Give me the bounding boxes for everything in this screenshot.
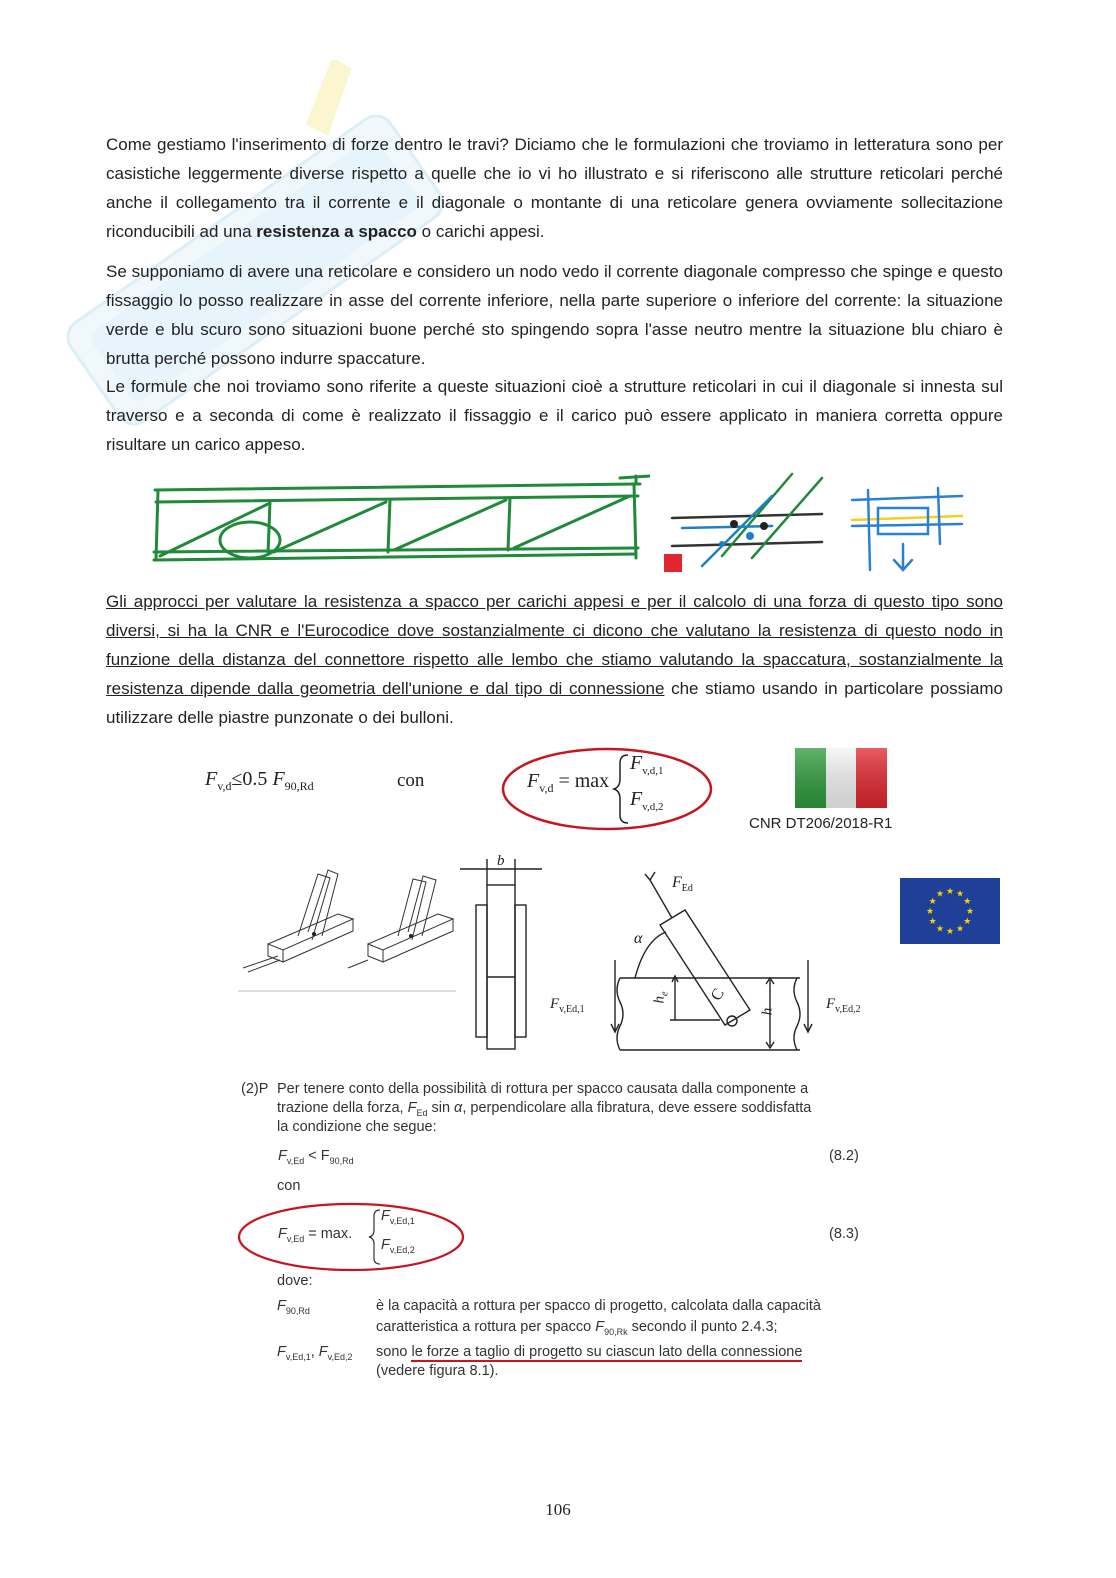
formula-context-paragraph: Le formule che noi troviamo sono riferite a queste situazioni cioè a strutture reticolari in cui il diagonale si innesta sul traverso e a seconda di come è realizzato il fissaggio e il carico può essere applicato in maniera corretta oppure risultare un carico appeso. xyxy=(106,377,1003,454)
eu-star-icon: ★ xyxy=(965,906,975,916)
shear-force-1-label: $F_{v,Ed,1}$ xyxy=(550,996,585,1015)
shear-force-2-label: $F_{v,Ed,2}$ xyxy=(826,996,861,1015)
ec5-clause-number: (2)P xyxy=(241,1081,269,1097)
eu-star-icon: ★ xyxy=(963,896,972,906)
intro-bold-text: resistenza a spacco xyxy=(256,222,417,241)
alpha-angle-label: α xyxy=(634,930,643,947)
eu-star-icon: ★ xyxy=(945,886,955,896)
page-number: 106 xyxy=(545,1500,571,1519)
ec5-def-2-line-1: sono le forze a taglio di progetto su ciascun lato della connessione xyxy=(376,1344,803,1360)
ec5-condition-formula: $F_{v,Ed} < F_{90,Rd}$ xyxy=(278,1148,354,1166)
eu-star-icon: ★ xyxy=(955,888,965,899)
ec5-def-1-line-1: è la capacità a rottura per spacco di progetto, calcolata dalla capacità xyxy=(376,1298,821,1314)
truss-sketch xyxy=(150,472,650,577)
intro-text: Come gestiamo l'inserimento di forze dentro le travi? Diciamo che le formulazioni che troviamo in letteratura sono per casistiche leggermente diverse rispetto a quelle che io vi ho illustrato e si riferiscono alle strutture reticolari perché anche il collegamento tra il corrente e il diagonale o montante di una reticolare genera ovviamente sollecitazione riconducibili ad una xyxy=(106,135,1003,241)
ec5-dove-label: dove: xyxy=(277,1273,313,1289)
cnr-condition-formula: $F_{v,d}\le 0.5$ $F_{90,Rd}$ xyxy=(205,768,314,793)
edge-distance-label: $h_e$ xyxy=(651,991,671,1004)
eu-star-icon: ★ xyxy=(963,916,972,926)
eu-star-icon: ★ xyxy=(925,906,935,916)
ec5-con-label: con xyxy=(277,1178,301,1194)
cnr-case-1: $F_{v,d,1}$ xyxy=(630,752,664,777)
splitting-force-diagram xyxy=(590,870,820,1055)
eu-flag-icon xyxy=(900,878,1000,944)
ec5-text-line-1: Per tenere conto della possibilità di rottura per spacco causata dalla componente a xyxy=(277,1081,809,1097)
ec5-def-1-line-2: caratteristica a rottura per spacco $F_{90,Rk}$ secondo il punto 2.4.3; xyxy=(376,1319,778,1337)
cnr-max-formula: $F_{v,d} = \max$ xyxy=(527,770,610,795)
force-ed-label: $F_{Ed}$ xyxy=(672,874,693,895)
cnr-reference-label: CNR DT206/2018-R1 xyxy=(749,815,893,832)
vertical-node-sketch xyxy=(848,484,966,574)
ec5-text-line-3: la condizione che segue: xyxy=(277,1119,437,1135)
ec5-def-symbol-2: $F_{v,Ed,1}$, $F_{v,Ed,2}$ xyxy=(277,1344,353,1362)
eu-star-icon: ★ xyxy=(955,923,965,934)
width-label-b: b xyxy=(497,853,505,869)
truss-paragraph: Se supponiamo di avere una reticolare e considero un nodo vedo il corrente diagonale compresso che spinge e questo fissaggio lo posso realizzare in asse del corrente inferiore, nella parte superiore o inferiore del corrente: la situazione verde e blu scuro sono situazioni buone perché sto spingendo sopra l'asse neutro mentre la situazione blu chiaro è brutta perché possono indurre spaccature. xyxy=(106,262,1003,368)
ec5-max-case-1: $F_{v,Ed,1}$ xyxy=(381,1208,415,1226)
approaches-paragraph xyxy=(106,587,1003,732)
ec5-def-symbol-1: $F_{90,Rd}$ xyxy=(277,1298,310,1316)
ec5-def-2-line-2: (vedere figura 8.1). xyxy=(376,1363,499,1379)
approaches-underlined-text: Gli approcci per valutare la resistenza a spacco per carichi appesi e per il calcolo di una forza di questo tipo sono diversi, si ha la CNR e l'Eurocodice dove sostanzialmente ci dicono che valutano la resistenza di questo nodo in funzione della distanza del connettore rispetto alle lembo che stiamo valutando la spaccatura, sostanzialmente la resistenza dipende dalla geometria dell'unione e dal tipo di connessione xyxy=(106,592,1003,698)
eu-star-icon: ★ xyxy=(945,926,955,936)
ec5-max-formula: $F_{v,Ed} = \max$. xyxy=(278,1226,353,1244)
eu-star-icon: ★ xyxy=(935,888,945,899)
approaches-text-end: che stiamo usando in particolare possiamo utilizzare delle piastre punzonate o dei bulloni. xyxy=(106,679,1004,727)
node-detail-sketch xyxy=(662,466,832,574)
cnr-case-2: $F_{v,d,2}$ xyxy=(630,788,664,813)
centroid-label: C xyxy=(707,985,728,1004)
eu-star-icon: ★ xyxy=(928,896,937,906)
eu-star-icon: ★ xyxy=(935,923,945,934)
connection-perspective-drawing xyxy=(238,864,456,992)
equation-number-8-2: (8.2) xyxy=(829,1148,859,1164)
intro-text-end: o carichi appesi. xyxy=(416,222,545,241)
cnr-con-label: con xyxy=(397,770,425,791)
ec5-max-case-2: $F_{v,Ed,2}$ xyxy=(381,1237,415,1255)
beam-height-label: h xyxy=(759,1007,776,1016)
section-width-drawing xyxy=(460,855,545,1055)
equation-number-8-3: (8.3) xyxy=(829,1226,859,1242)
ec5-text-line-2: trazione della forza, $F_{Ed}$ sin α, perpendicolare alla fibratura, deve essere soddisfatta xyxy=(277,1100,812,1118)
intro-paragraph xyxy=(106,130,1003,246)
eu-star-icon: ★ xyxy=(928,916,937,926)
italian-flag-icon xyxy=(795,748,887,808)
